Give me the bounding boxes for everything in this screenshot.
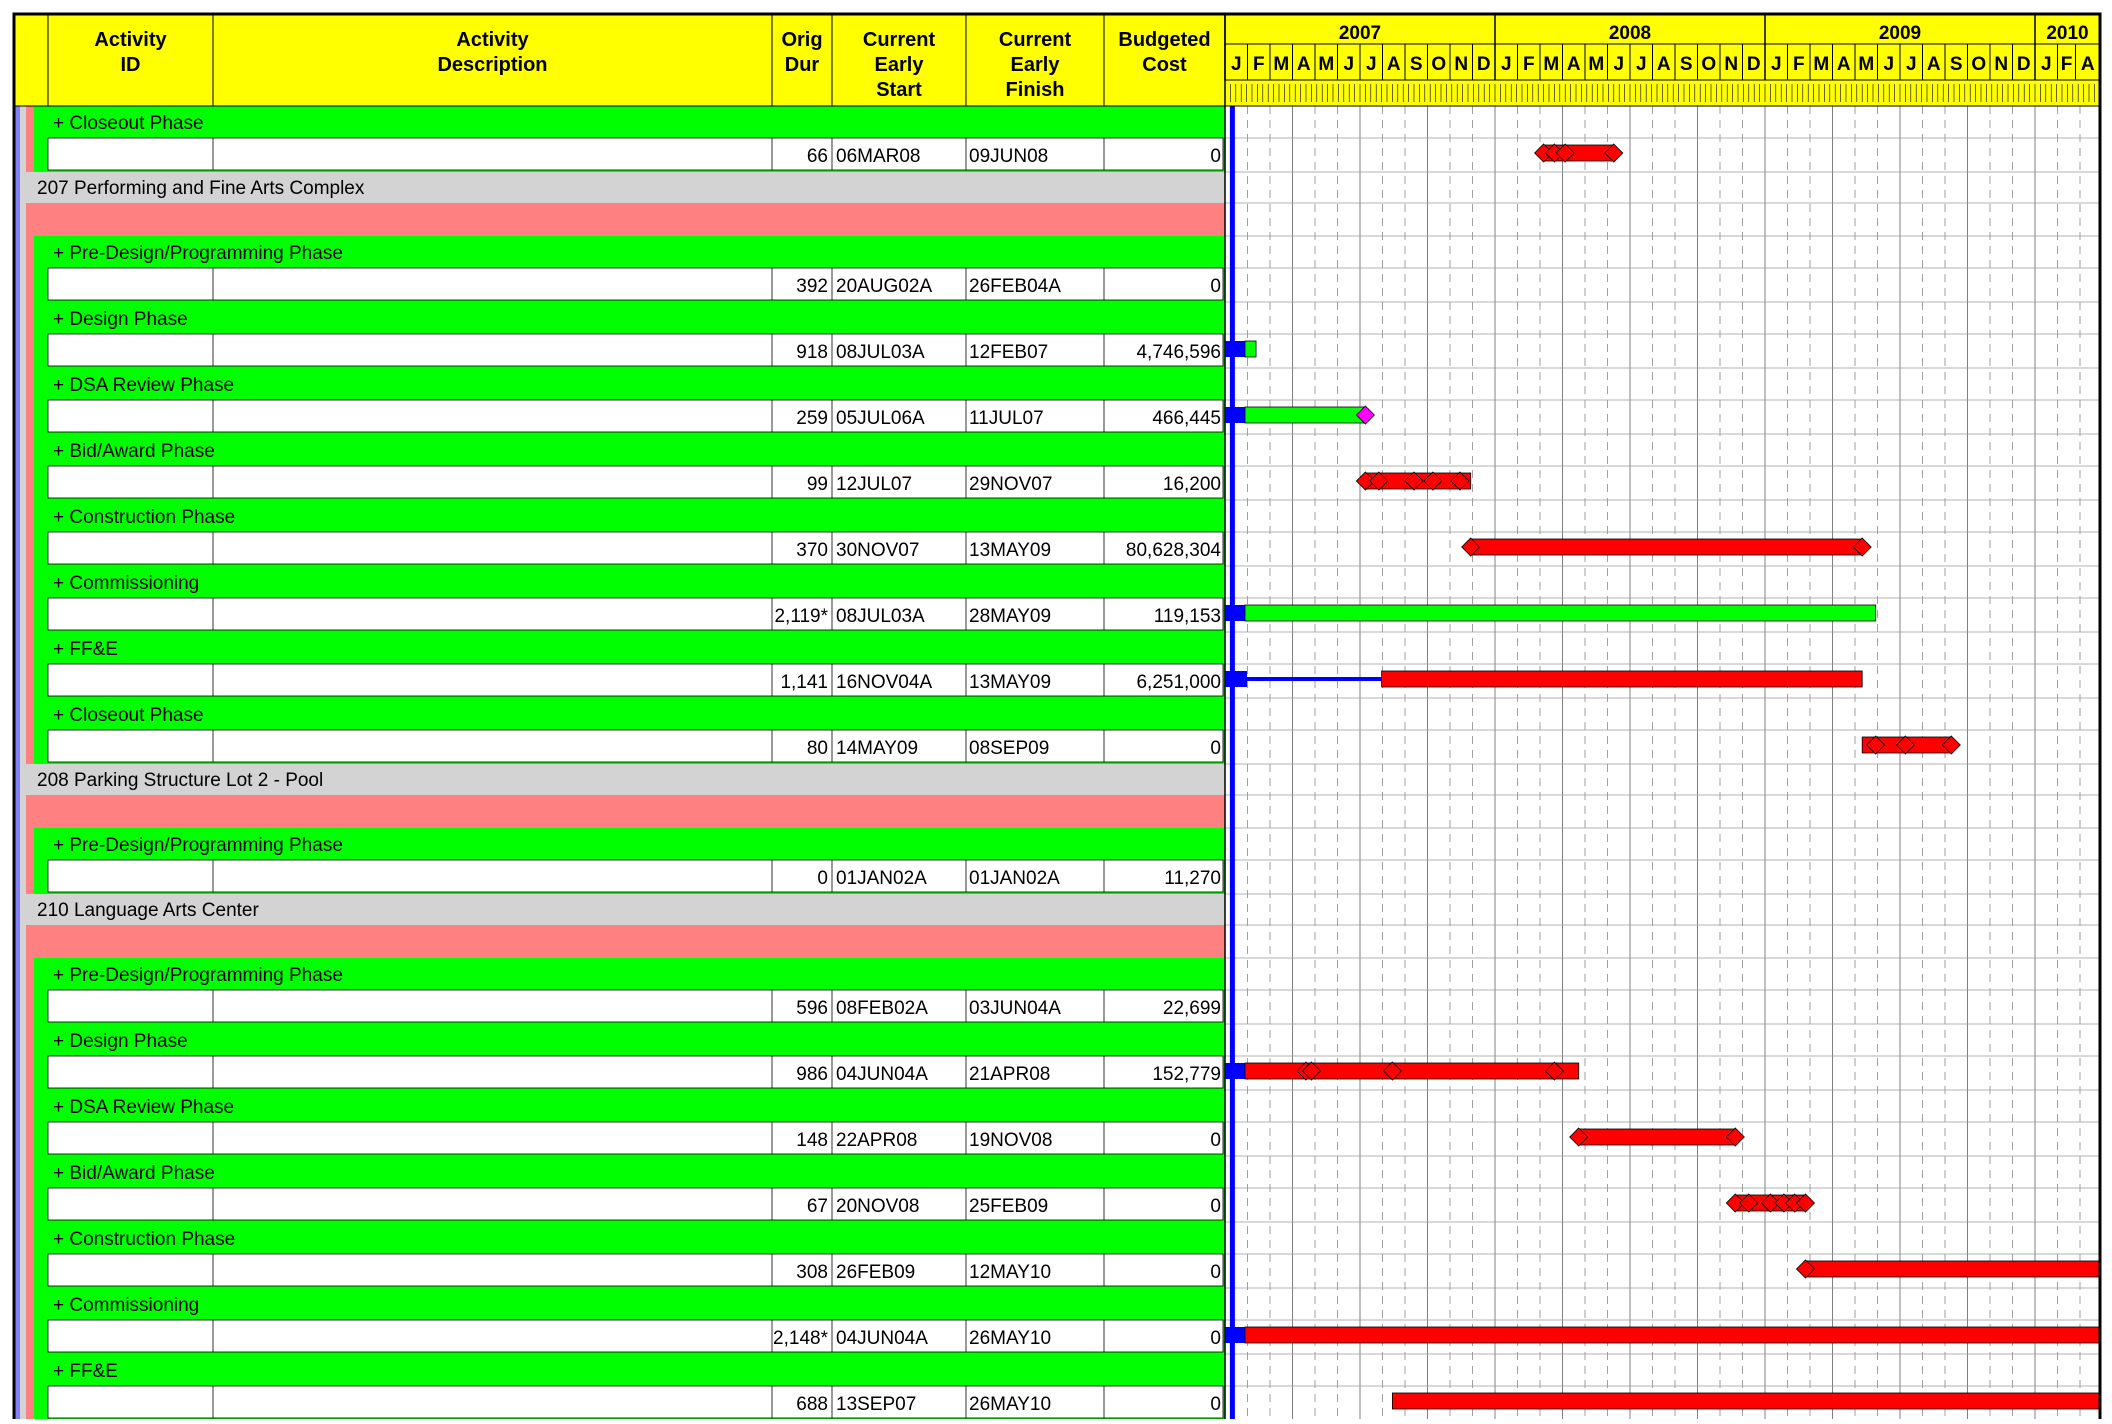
early-start-value: 12JUL07 xyxy=(836,474,913,495)
early-start-value: 05JUL06A xyxy=(836,408,925,429)
year-label-2010: 2010 xyxy=(2046,23,2089,44)
month-label: A xyxy=(1386,54,1401,75)
phase-indent-strip xyxy=(26,302,34,334)
progress-bar-actual xyxy=(1225,407,1247,423)
month-label: A xyxy=(2080,54,2095,75)
month-label: J xyxy=(1613,54,1625,75)
phase-label: + Design Phase xyxy=(53,309,188,330)
header-orig-dur-line-2: Dur xyxy=(784,54,820,76)
month-label: J xyxy=(1635,54,1647,75)
phase-indent-strip xyxy=(26,566,34,598)
budgeted-cost-value: 0 xyxy=(1210,1328,1221,1349)
early-start-value: 04JUN04A xyxy=(836,1064,928,1085)
outline-strip-gray xyxy=(20,106,26,1419)
early-start-value: 22APR08 xyxy=(836,1130,918,1151)
header-orig-dur-line-1: Orig xyxy=(781,29,823,51)
activity-indent-strip xyxy=(26,1254,34,1288)
orig-dur-value: 99 xyxy=(806,474,828,495)
early-start-value: 08FEB02A xyxy=(836,998,928,1019)
month-label: O xyxy=(1431,54,1447,75)
phase-indent-strip xyxy=(26,958,34,990)
early-finish-value: 19NOV08 xyxy=(969,1130,1053,1151)
early-start-value: 01JAN02A xyxy=(836,868,927,889)
budgeted-cost-value: 11,270 xyxy=(1164,868,1221,889)
phase-label: + FF&E xyxy=(53,1361,118,1382)
activity-indent-strip xyxy=(26,138,34,172)
month-label: S xyxy=(1679,54,1693,75)
phase-label: + Bid/Award Phase xyxy=(53,441,215,462)
early-start-value: 08JUL03A xyxy=(836,606,925,627)
activity-indent-strip xyxy=(26,334,34,368)
phase-label: + Closeout Phase xyxy=(53,705,204,726)
activity-indent-strip xyxy=(26,598,34,632)
header-early-start-line-2: Early xyxy=(874,54,924,76)
orig-dur-value: 67 xyxy=(806,1196,828,1217)
early-finish-value: 01JAN02A xyxy=(969,868,1060,889)
project-summary-band xyxy=(26,203,1225,236)
activity-indent-strip xyxy=(26,1122,34,1156)
phase-band xyxy=(34,1354,1225,1386)
early-start-value: 04JUN04A xyxy=(836,1328,928,1349)
phase-indent-strip xyxy=(26,828,34,860)
month-label: S xyxy=(1949,54,1963,75)
month-label: D xyxy=(1746,54,1761,75)
activity-indent-strip xyxy=(26,1188,34,1222)
phase-label: + Closeout Phase xyxy=(53,113,204,134)
month-label: D xyxy=(2016,54,2031,75)
month-label: A xyxy=(1296,54,1311,75)
schedule-bar xyxy=(1245,341,1256,357)
schedule-bar xyxy=(1245,1327,2100,1343)
schedule-bar xyxy=(1245,407,1365,423)
month-label: J xyxy=(1343,54,1355,75)
orig-dur-value: 259 xyxy=(796,408,828,429)
activity-row-cells xyxy=(48,400,1223,432)
phase-indent-strip xyxy=(26,1354,34,1386)
phase-label: + Commissioning xyxy=(53,1295,200,1316)
activity-indent-strip xyxy=(26,1386,34,1419)
phase-label: + Pre-Design/Programming Phase xyxy=(53,965,343,986)
activity-indent-strip xyxy=(26,400,34,434)
budgeted-cost-value: 0 xyxy=(1210,146,1221,167)
activity-indent-strip xyxy=(26,1320,34,1354)
phase-indent-strip xyxy=(26,368,34,400)
schedule-bar xyxy=(1471,539,1863,555)
schedule-bar xyxy=(1382,671,1863,687)
budgeted-cost-value: 0 xyxy=(1210,1262,1221,1283)
orig-dur-value: 0 xyxy=(817,868,828,889)
early-finish-value: 29NOV07 xyxy=(969,474,1053,495)
activity-indent-strip xyxy=(26,990,34,1024)
month-label: M xyxy=(1318,54,1335,75)
activity-indent-strip xyxy=(26,860,34,894)
year-label-2007: 2007 xyxy=(1338,23,1382,44)
month-label: M xyxy=(1273,54,1290,75)
month-label: J xyxy=(2040,54,2052,75)
header-early-finish-line-2: Early xyxy=(1010,54,1060,76)
month-label: F xyxy=(1252,54,1265,75)
early-finish-value: 28MAY09 xyxy=(969,606,1052,627)
phase-label: + Construction Phase xyxy=(53,1229,236,1250)
header-early-finish-line-1: Current xyxy=(998,29,1072,51)
phase-label: + Commissioning xyxy=(53,573,200,594)
month-label: N xyxy=(1994,54,2009,75)
month-label: A xyxy=(1656,54,1671,75)
schedule-bar xyxy=(1245,1063,1579,1079)
phase-label: + FF&E xyxy=(53,639,118,660)
budgeted-cost-value: 152,779 xyxy=(1152,1064,1221,1085)
progress-bar-actual xyxy=(1225,341,1247,357)
budgeted-cost-value: 0 xyxy=(1210,1130,1221,1151)
early-finish-value: 13MAY09 xyxy=(969,672,1052,693)
phase-label: + Construction Phase xyxy=(53,507,236,528)
early-start-value: 14MAY09 xyxy=(836,738,919,759)
phase-label: + Pre-Design/Programming Phase xyxy=(53,243,343,264)
orig-dur-value: 308 xyxy=(796,1262,828,1283)
early-finish-value: 13MAY09 xyxy=(969,540,1052,561)
header-description-line-2: Description xyxy=(437,54,548,76)
month-label: M xyxy=(1588,54,1605,75)
phase-label: + DSA Review Phase xyxy=(53,375,235,396)
phase-band xyxy=(34,566,1225,598)
phase-indent-strip xyxy=(26,236,34,268)
month-label: J xyxy=(1883,54,1895,75)
month-label: J xyxy=(1365,54,1377,75)
header-early-finish-line-3: Finish xyxy=(1005,79,1065,101)
header-activity-id-line-1: Activity xyxy=(94,29,167,51)
month-label: N xyxy=(1724,54,1739,75)
phase-indent-strip xyxy=(26,1090,34,1122)
progress-bar-actual xyxy=(1225,671,1247,687)
early-finish-value: 11JUL07 xyxy=(969,408,1044,429)
phase-indent-strip xyxy=(26,698,34,730)
header-budgeted-cost-line-2: Cost xyxy=(1142,54,1187,76)
project-label: 208 Parking Structure Lot 2 - Pool xyxy=(37,770,324,791)
project-label: 210 Language Arts Center xyxy=(37,900,259,921)
phase-band xyxy=(34,1288,1225,1320)
month-label: A xyxy=(1926,54,1941,75)
year-label-2008: 2008 xyxy=(1608,23,1652,44)
early-start-value: 30NOV07 xyxy=(836,540,920,561)
header-budgeted-cost-line-1: Budgeted xyxy=(1118,29,1211,51)
activity-indent-strip xyxy=(26,268,34,302)
early-finish-value: 08SEP09 xyxy=(969,738,1050,759)
early-finish-value: 25FEB09 xyxy=(969,1196,1049,1217)
early-start-value: 06MAR08 xyxy=(836,146,921,167)
budgeted-cost-value: 0 xyxy=(1210,1196,1221,1217)
phase-label: + Pre-Design/Programming Phase xyxy=(53,835,343,856)
budgeted-cost-value: 466,445 xyxy=(1152,408,1221,429)
month-label: A xyxy=(1566,54,1581,75)
orig-dur-value: 986 xyxy=(796,1064,828,1085)
month-label: J xyxy=(1500,54,1512,75)
early-finish-value: 26MAY10 xyxy=(969,1328,1052,1349)
orig-dur-value: 2,119* xyxy=(774,606,828,627)
budgeted-cost-value: 0 xyxy=(1210,738,1221,759)
early-finish-value: 03JUN04A xyxy=(969,998,1061,1019)
orig-dur-value: 1,141 xyxy=(780,672,828,693)
schedule-bar xyxy=(1806,1261,2101,1277)
schedule-bar xyxy=(1392,1393,2100,1409)
header-early-start-line-3: Start xyxy=(876,79,922,101)
phase-indent-strip xyxy=(26,1156,34,1188)
phase-indent-strip xyxy=(26,106,34,138)
phase-band xyxy=(34,698,1225,730)
phase-label: + Bid/Award Phase xyxy=(53,1163,215,1184)
month-label: M xyxy=(1543,54,1560,75)
month-label: J xyxy=(1770,54,1782,75)
activity-indent-strip xyxy=(26,532,34,566)
orig-dur-value: 80 xyxy=(806,738,828,759)
header-description-line-1: Activity xyxy=(456,29,529,51)
early-finish-value: 12FEB07 xyxy=(969,342,1049,363)
month-label: A xyxy=(1836,54,1851,75)
early-finish-value: 26FEB04A xyxy=(969,276,1061,297)
month-label: F xyxy=(1792,54,1805,75)
phase-label: + DSA Review Phase xyxy=(53,1097,235,1118)
header-activity-id-line-2: ID xyxy=(120,54,141,76)
early-start-value: 20NOV08 xyxy=(836,1196,920,1217)
orig-dur-value: 596 xyxy=(796,998,828,1019)
schedule-bar xyxy=(1579,1129,1736,1145)
month-label: J xyxy=(1230,54,1242,75)
budgeted-cost-value: 0 xyxy=(1210,1394,1221,1415)
early-start-value: 26FEB09 xyxy=(836,1262,916,1283)
budgeted-cost-value: 119,153 xyxy=(1153,606,1221,627)
month-label: M xyxy=(1858,54,1875,75)
orig-dur-value: 2,148* xyxy=(773,1328,828,1349)
month-label: F xyxy=(2060,54,2073,75)
budgeted-cost-value: 4,746,596 xyxy=(1136,342,1221,363)
activity-indent-strip xyxy=(26,466,34,500)
phase-indent-strip xyxy=(26,434,34,466)
activity-indent-strip xyxy=(26,730,34,764)
early-finish-value: 09JUN08 xyxy=(969,146,1049,167)
activity-indent-strip xyxy=(26,1056,34,1090)
orig-dur-value: 370 xyxy=(796,540,828,561)
month-label: S xyxy=(1409,54,1423,75)
phase-indent-strip xyxy=(26,500,34,532)
phase-label: + Design Phase xyxy=(53,1031,188,1052)
phase-band xyxy=(34,1024,1225,1056)
budgeted-cost-value: 0 xyxy=(1210,276,1221,297)
progress-bar-actual xyxy=(1225,1327,1247,1343)
project-summary-band xyxy=(26,925,1225,958)
project-summary-band xyxy=(26,795,1225,828)
month-label: F xyxy=(1522,54,1535,75)
header-early-start-line-1: Current xyxy=(862,29,936,51)
early-finish-value: 12MAY10 xyxy=(969,1262,1052,1283)
month-label: N xyxy=(1454,54,1469,75)
early-finish-value: 26MAY10 xyxy=(969,1394,1052,1415)
year-label-2009: 2009 xyxy=(1878,23,1922,44)
orig-dur-value: 688 xyxy=(796,1394,828,1415)
month-label: D xyxy=(1476,54,1491,75)
early-finish-value: 21APR08 xyxy=(969,1064,1051,1085)
budgeted-cost-value: 6,251,000 xyxy=(1136,672,1221,693)
early-start-value: 20AUG02A xyxy=(836,276,933,297)
orig-dur-value: 918 xyxy=(796,342,828,363)
progress-bar-actual xyxy=(1225,1063,1247,1079)
orig-dur-value: 148 xyxy=(796,1130,828,1151)
month-label: O xyxy=(1971,54,1987,75)
phase-indent-strip xyxy=(26,632,34,664)
orig-dur-value: 66 xyxy=(806,146,828,167)
orig-dur-value: 392 xyxy=(796,276,828,297)
early-start-value: 13SEP07 xyxy=(836,1394,917,1415)
phase-indent-strip xyxy=(26,1288,34,1320)
month-label: O xyxy=(1701,54,1717,75)
activity-indent-strip xyxy=(26,664,34,698)
phase-indent-strip xyxy=(26,1024,34,1056)
progress-bar-actual xyxy=(1225,605,1247,621)
schedule-bar xyxy=(1245,605,1876,621)
month-label: J xyxy=(1905,54,1917,75)
project-label: 207 Performing and Fine Arts Complex xyxy=(37,178,365,199)
phase-band xyxy=(34,302,1225,334)
budgeted-cost-value: 16,200 xyxy=(1162,474,1221,495)
phase-band xyxy=(34,632,1225,664)
phase-indent-strip xyxy=(26,1222,34,1254)
budgeted-cost-value: 80,628,304 xyxy=(1125,540,1221,561)
month-label: M xyxy=(1813,54,1830,75)
phase-band xyxy=(34,106,1225,138)
early-start-value: 16NOV04A xyxy=(836,672,933,693)
budgeted-cost-value: 22,699 xyxy=(1162,998,1221,1019)
early-start-value: 08JUL03A xyxy=(836,342,925,363)
